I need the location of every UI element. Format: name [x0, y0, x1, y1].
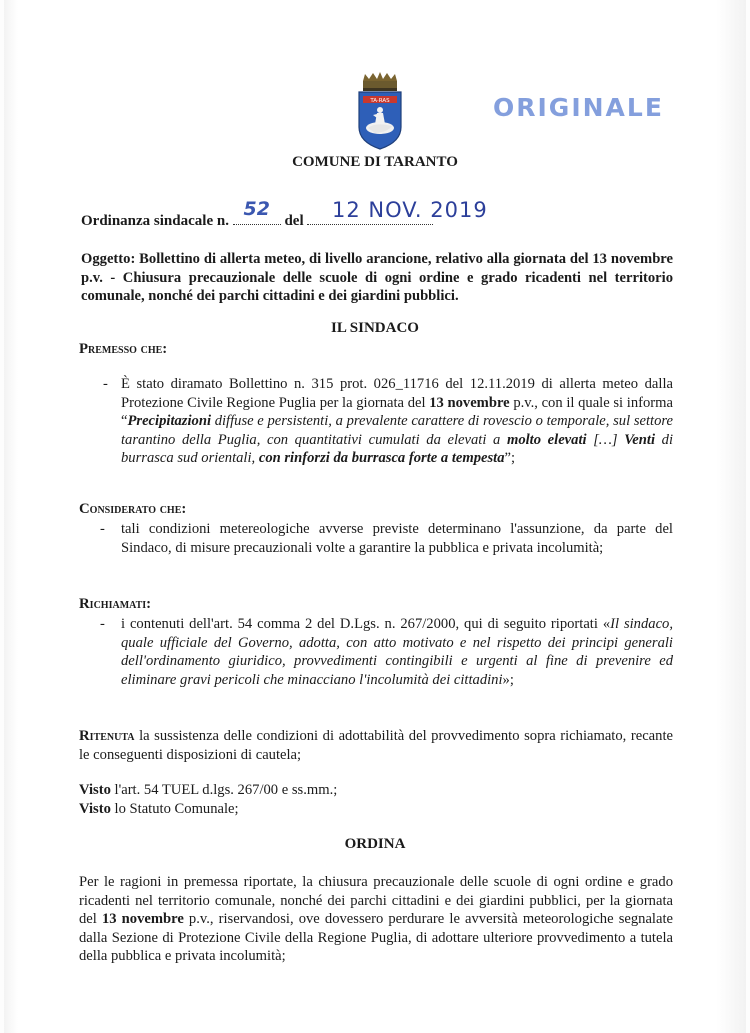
premesso-bullet: -: [103, 376, 108, 392]
ordinance-number-handwritten: 52: [243, 198, 270, 220]
ritenuta-label: Ritenuta: [79, 728, 135, 744]
sindaco-heading: IL SINDACO: [331, 320, 419, 336]
ordina-text-2: p.v., riservandosi, ove dovessero perdurare le avversità meteorologiche segnalate dalla Sezione di Protezione Civile della Regione Puglia, di adottare ulteriore provvedimento a tutela della pubblica e privata incolumità;: [79, 911, 673, 965]
richiamati-end: »;: [502, 671, 514, 688]
visto-text-1: l'art. 54 TUEL d.lgs. 267/00 e ss.mm.;: [110, 782, 338, 798]
considerato-bullet: -: [100, 521, 105, 537]
originale-stamp: ORIGINALE: [493, 93, 664, 122]
crest-banner-text: TA·RAS: [370, 98, 390, 104]
richiamati-text: i contenuti dell'art. 54 comma 2 del D.Lgs. n. 267/2000, qui di seguito riportati «: [121, 616, 611, 632]
municipality-title: COMUNE DI TARANTO: [292, 154, 458, 170]
taranto-coat-of-arms-icon: [355, 72, 405, 150]
considerato-paragraph: tali condizioni metereologiche avverse previste determinano l'assunzione, da parte del Sindaco, di misure precauzionali volte a garantire la pubblica e privata incolumità;: [121, 521, 673, 556]
richiamati-heading: Richiamati:: [79, 596, 152, 612]
subject-paragraph: Oggetto: Bollettino di allerta meteo, di livello arancione, relativo alla giornata del 13 novembre p.v. - Chiusura precauzionale delle scuole di ogni ordine e grado ricadenti nel territorio comunale, nonché dei parchi cittadini e dei giardini pubblici.: [81, 251, 673, 305]
premesso-text-2: p.v., con il quale si informa “: [121, 394, 673, 430]
ordina-paragraph: [79, 873, 673, 966]
ordina-text-1: Per le ragioni in premessa riportate, la chiusura precauzionale delle scuole di ogni ordine e grado ricadenti nel territorio comunale, nonché dei parchi cittadini e dei giardini pubblici, per la giornata del: [79, 874, 673, 928]
ritenuta-paragraph: [79, 727, 673, 764]
art54-quote: Il sindaco, quale ufficiale del Governo, adotta, con atto motivato e nel rispetto dei principi generali dell'ordinamento giuridico, provvedimenti contingibili e urgenti al fine di prevenire ed eliminare gravi pericoli che minacciano l'incolumità dei cittadini: [121, 616, 673, 688]
quote-molto-elevati: molto elevati: [506, 431, 587, 448]
del-label: del: [284, 213, 304, 229]
premesso-date-bold: 13 novembre: [429, 394, 510, 411]
visto-text-2: lo Statuto Comunale;: [110, 801, 239, 817]
quote-ellipsis: […]: [586, 431, 625, 448]
premesso-text-1: È stato diramato Bollettino n. 315 prot. 026_11716 del 12.11.2019 di allerta meteo dalla Protezione Civile Regione Puglia per la giornata del: [121, 376, 673, 411]
ordinance-date-stamp: 12 NOV. 2019: [332, 198, 488, 222]
premesso-paragraph: [121, 375, 673, 468]
quote-part-1: diffuse e persistenti, a prevalente carattere di rovescio o temporale, sul settore tarantino della Puglia, con quantitativi cumulati da elevati a: [121, 413, 673, 448]
ordina-date-bold: 13 novembre: [101, 911, 184, 928]
ritenuta-text: la sussistenza delle condizioni di adottabilità del provvedimento sopra richiamato, recante le conseguenti disposizioni di cautela;: [79, 728, 673, 763]
visto-statuto-line: [79, 800, 239, 819]
richiamati-paragraph: [121, 615, 673, 689]
quote-venti: Venti: [624, 431, 656, 448]
visto-tuel-line: [79, 781, 337, 800]
quote-rinforzi: con rinforzi da burrasca forte a tempesta: [258, 450, 505, 467]
visto-label-1: Visto: [79, 782, 111, 798]
ordinance-label: Ordinanza sindacale n.: [81, 213, 229, 229]
quote-precipitazioni: Precipitazioni: [127, 413, 211, 430]
considerato-heading: Considerato che:: [79, 501, 187, 517]
quote-part-2: di burrasca sud orientali,: [121, 431, 673, 467]
richiamati-bullet: -: [100, 616, 105, 632]
visto-label-2: Visto: [79, 801, 111, 817]
premesso-heading: Premesso che:: [79, 341, 168, 357]
quote-end: ”;: [504, 450, 516, 467]
ordina-heading: ORDINA: [344, 836, 406, 852]
ordinance-number-field: [233, 198, 281, 225]
